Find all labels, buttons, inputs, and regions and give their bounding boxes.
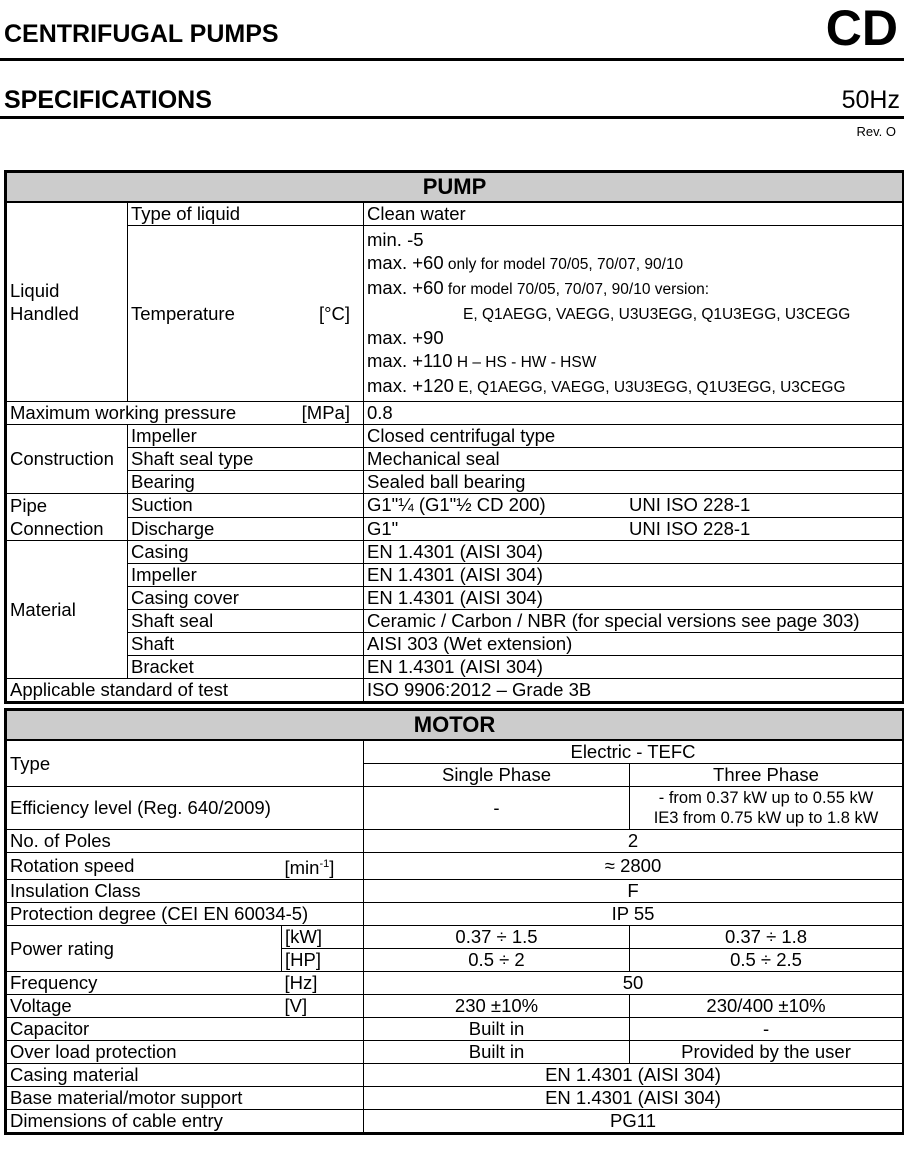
rotation-value: ≈ 2800: [364, 853, 904, 880]
table-row: [6, 448, 904, 471]
power-hp-single: 0.5 ÷ 2: [364, 949, 630, 972]
max-pressure-value: 0.8: [364, 402, 904, 425]
material-item-label: Casing: [128, 541, 364, 564]
pipe-item-label: Suction: [128, 494, 364, 518]
casing-material-value: EN 1.4301 (AISI 304): [364, 1064, 904, 1087]
rotation-label: Rotation speed: [6, 853, 282, 880]
table-row: [6, 633, 904, 656]
divider: [0, 116, 904, 119]
divider: [0, 58, 904, 61]
motor-spec-table: [4, 708, 904, 1135]
temp-line: max. +90: [367, 327, 444, 348]
capacitor-three: -: [630, 1018, 904, 1041]
temp-line: E, Q1AEGG, VAEGG, U3U3EGG, Q1U3EGG, U3CEGG: [463, 306, 851, 323]
table-row: [6, 226, 904, 402]
table-row: [6, 587, 904, 610]
cable-entry-label: Dimensions of cable entry: [6, 1110, 364, 1134]
table-row: [6, 541, 904, 564]
table-row: [6, 564, 904, 587]
test-standard-label: Applicable standard of test: [6, 679, 364, 703]
table-row: [6, 1110, 904, 1134]
rotation-unit: $[\min^{-1}]$: [282, 853, 364, 880]
pump-spec-table: [4, 170, 904, 704]
table-row: [6, 787, 904, 830]
temp-line: max. +120 E, Q1AEGG, VAEGG, U3U3EGG, Q1U3EGG, U3CEGG: [367, 375, 846, 396]
power-kw-three: 0.37 ÷ 1.8: [630, 926, 904, 949]
temp-line: max. +60 only for model 70/05, 70/07, 90/10: [367, 252, 684, 273]
material-item-label: Casing cover: [128, 587, 364, 610]
poles-label: No. of Poles: [6, 830, 364, 853]
revision-label: Rev. O: [856, 124, 896, 139]
overload-label: Over load protection: [6, 1041, 364, 1064]
type-value: Electric - TEFC: [364, 740, 904, 764]
pipe-connection-label: Pipe Connection: [6, 494, 128, 541]
material-item-value: AISI 303 (Wet extension): [364, 633, 904, 656]
construction-item-value: Closed centrifugal type: [364, 425, 904, 448]
material-item-label: Impeller: [128, 564, 364, 587]
voltage-unit: [V]: [282, 995, 364, 1018]
poles-value: 2: [364, 830, 904, 853]
power-hp-unit: [HP]: [282, 949, 364, 972]
table-row: [6, 610, 904, 633]
three-phase-header: Three Phase: [630, 764, 904, 787]
table-row: [6, 679, 904, 703]
table-row: [6, 880, 904, 903]
base-material-value: EN 1.4301 (AISI 304): [364, 1087, 904, 1110]
pipe-item-value: G1" UNI ISO 228-1: [364, 517, 904, 541]
material-item-value: Ceramic / Carbon / NBR (for special versions see page 303): [364, 610, 904, 633]
material-item-label: Shaft seal: [128, 610, 364, 633]
power-hp-three: 0.5 ÷ 2.5: [630, 949, 904, 972]
power-label: Power rating: [6, 926, 282, 972]
efficiency-single: -: [364, 787, 630, 830]
material-item-value: EN 1.4301 (AISI 304): [364, 564, 904, 587]
motor-table-title: MOTOR: [6, 710, 904, 741]
material-item-value: EN 1.4301 (AISI 304): [364, 587, 904, 610]
pipe-item-label: Discharge: [128, 517, 364, 541]
frequency-value: 50: [364, 972, 904, 995]
type-of-liquid-label: Type of liquid: [128, 202, 364, 226]
max-pressure-label: Maximum working pressure [MPa]: [6, 402, 364, 425]
table-row: [6, 656, 904, 679]
table-row: [6, 425, 904, 448]
protection-value: IP 55: [364, 903, 904, 926]
table-row: [6, 740, 904, 764]
pump-table-title: PUMP: [6, 172, 904, 203]
frequency-unit: [Hz]: [282, 972, 364, 995]
base-material-label: Base material/motor support: [6, 1087, 364, 1110]
material-item-label: Shaft: [128, 633, 364, 656]
voltage-label: Voltage: [6, 995, 282, 1018]
material-item-value: EN 1.4301 (AISI 304): [364, 541, 904, 564]
construction-item-label: Bearing: [128, 471, 364, 494]
product-code: CD: [825, 0, 898, 56]
efficiency-three: - from 0.37 kW up to 0.55 kW IE3 from 0.75 kW up to 1.8 kW: [630, 787, 904, 830]
section-title: CENTRIFUGAL PUMPS: [4, 20, 279, 48]
table-row: [6, 853, 904, 880]
construction-item-value: Mechanical seal: [364, 448, 904, 471]
power-kw-single: 0.37 ÷ 1.5: [364, 926, 630, 949]
frequency-label: Frequency: [6, 972, 282, 995]
temp-line: max. +110 H – HS - HW - HSW: [367, 350, 597, 371]
cable-entry-value: PG11: [364, 1110, 904, 1134]
temp-line: max. +60 for model 70/05, 70/07, 90/10 version:: [367, 277, 710, 298]
table-row: [6, 1041, 904, 1064]
construction-item-value: Sealed ball bearing: [364, 471, 904, 494]
table-row: [6, 1087, 904, 1110]
liquid-handled-label: Liquid Handled: [6, 202, 128, 402]
voltage-three: 230/400 ±10%: [630, 995, 904, 1018]
test-standard-value: ISO 9906:2012 – Grade 3B: [364, 679, 904, 703]
table-row: [6, 830, 904, 853]
page-title: SPECIFICATIONS: [4, 86, 212, 114]
protection-label: Protection degree (CEI EN 60034-5): [6, 903, 364, 926]
table-row: [6, 517, 904, 541]
insulation-label: Insulation Class: [6, 880, 364, 903]
voltage-single: 230 ±10%: [364, 995, 630, 1018]
table-row: [6, 471, 904, 494]
table-row: [6, 972, 904, 995]
power-kw-unit: [kW]: [282, 926, 364, 949]
type-of-liquid-value: Clean water: [364, 202, 904, 226]
construction-label: Construction: [6, 425, 128, 494]
material-item-label: Bracket: [128, 656, 364, 679]
construction-item-label: Shaft seal type: [128, 448, 364, 471]
table-row: [6, 926, 904, 949]
casing-material-label: Casing material: [6, 1064, 364, 1087]
temperature-label: Temperature [°C]: [128, 226, 364, 402]
capacitor-single: Built in: [364, 1018, 630, 1041]
material-label: Material: [6, 541, 128, 679]
table-row: [6, 1018, 904, 1041]
overload-single: Built in: [364, 1041, 630, 1064]
table-row: [6, 494, 904, 518]
type-label: Type: [6, 740, 364, 787]
pipe-item-value: G1"¼ (G1"½ CD 200) UNI ISO 228-1: [364, 494, 904, 518]
table-row: [6, 402, 904, 425]
material-item-value: EN 1.4301 (AISI 304): [364, 656, 904, 679]
overload-three: Provided by the user: [630, 1041, 904, 1064]
single-phase-header: Single Phase: [364, 764, 630, 787]
table-row: [6, 202, 904, 226]
table-row: [6, 1064, 904, 1087]
efficiency-label: Efficiency level (Reg. 640/2009): [6, 787, 364, 830]
temp-line: min. -5: [367, 229, 424, 250]
table-row: [6, 995, 904, 1018]
table-row: [6, 903, 904, 926]
capacitor-label: Capacitor: [6, 1018, 364, 1041]
temperature-values: [364, 226, 904, 402]
temperature-unit: [°C]: [318, 302, 350, 324]
insulation-value: F: [364, 880, 904, 903]
construction-item-label: Impeller: [128, 425, 364, 448]
frequency-label: 50Hz: [841, 86, 900, 114]
